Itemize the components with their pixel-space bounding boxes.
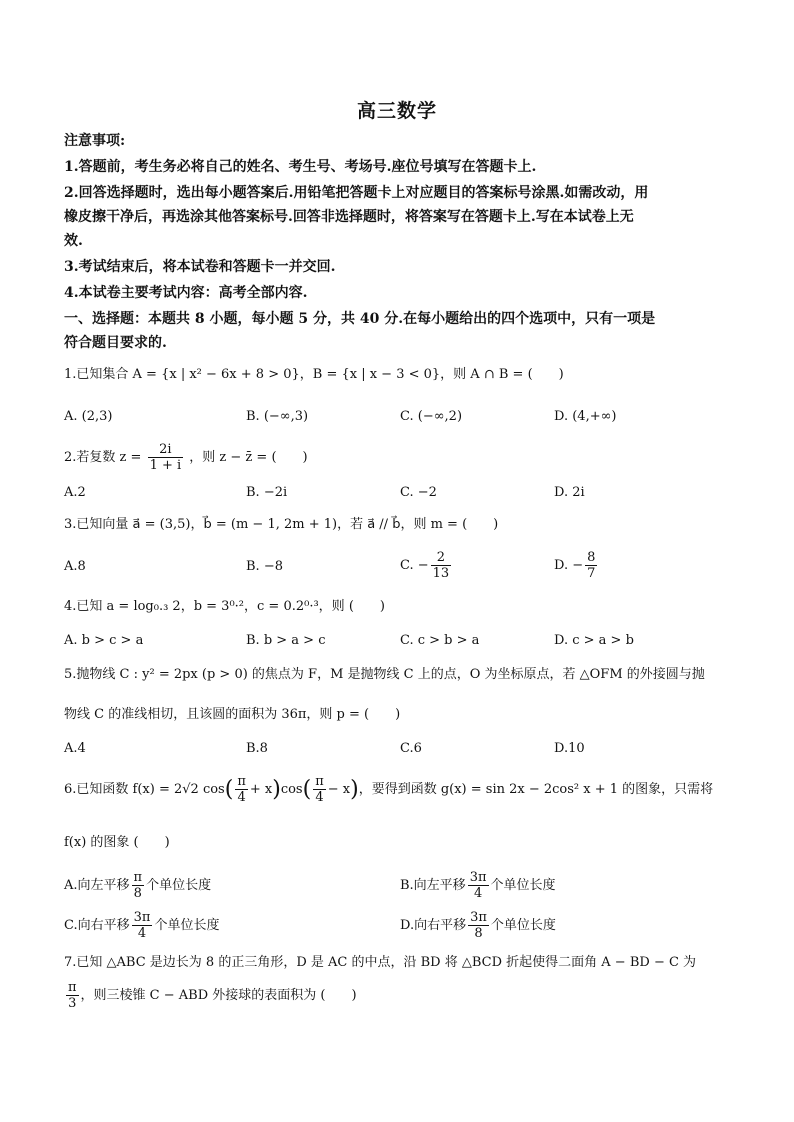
q6-paren-open-1: ( — [224, 777, 234, 802]
q2-fraction-den: 1 + i — [149, 458, 182, 473]
q4-option-c: C. c > b > a — [400, 633, 480, 648]
q1-stem: 1.已知集合 A = {x | x² − 6x + 8 > 0}，B = {x | x − 3 < 0}，则 A ∩ B = ( ) — [64, 367, 564, 382]
q6-option-a-fraction — [132, 871, 145, 900]
q6-arg-2-suffix: − x — [327, 782, 351, 797]
q6-paren-close-2: ) — [350, 777, 359, 802]
q4-stem: 4.已知 a = log₀.₃ 2，b = 3⁰·²，c = 0.2⁰·³，则 ( ) — [64, 599, 385, 614]
q6-suffix: ，要得到函数 g(x) = sin 2x − 2cos² x + 1 的图象，只需将 — [358, 782, 714, 797]
q6-option-c — [64, 906, 219, 946]
q6-option-a-suffix: 个单位长度 — [146, 878, 212, 893]
q2-suffix: ，则 z − z̄ = ( ) — [189, 450, 308, 465]
q6-line2: f(x) 的图象 ( ) — [64, 835, 170, 850]
q5-option-c: C.6 — [400, 741, 422, 756]
q1-option-d: D. (4,+∞) — [554, 409, 617, 424]
q6-fraction-2 — [313, 775, 326, 804]
q6-option-c-suffix: 个单位长度 — [154, 918, 220, 933]
q4-option-b: B. b > a > c — [246, 633, 326, 648]
q6-arg-1-suffix: + x — [249, 782, 273, 797]
q6-option-c-num: 3π — [133, 910, 151, 925]
q1-option-b: B. (−∞,3) — [246, 409, 309, 424]
q6-option-a-prefix: A.向左平移 — [64, 878, 130, 893]
q6-option-d-num: 3π — [470, 910, 487, 925]
q2-fraction — [148, 443, 184, 472]
q5-line2: 物线 C 的准线相切，且该圆的面积为 36π，则 p = ( ) — [64, 707, 401, 722]
q3-option-b: B. −8 — [246, 559, 283, 574]
q2-prefix: 2.若复数 z = — [64, 450, 142, 465]
q3-option-c-den: 13 — [432, 566, 450, 581]
q5-option-b: B.8 — [246, 741, 268, 756]
q6-fraction-1-den: 4 — [237, 790, 246, 805]
q2-stem — [64, 440, 734, 476]
q3-option-d — [554, 546, 599, 586]
q6-option-d-fraction — [468, 911, 489, 940]
section1-line1: 一、选择题：本题共 8 小题，每小题 5 分，共 40 分.在每小题给出的四个选项中，只有一项是 — [64, 311, 656, 327]
q6-option-c-prefix: C.向右平移 — [64, 918, 130, 933]
q5-option-d: D.10 — [554, 741, 585, 756]
q6-option-b-fraction — [468, 871, 489, 900]
q3-option-d-num: 8 — [587, 550, 596, 565]
q6-option-a-num: π — [133, 870, 143, 885]
q6-option-b-num: 3π — [469, 870, 487, 885]
notice-item-4: 4.本试卷主要考试内容：高考全部内容. — [64, 285, 308, 301]
q3-option-c — [400, 546, 453, 586]
q6-option-d-den: 8 — [474, 926, 483, 941]
q2-option-c: C. −2 — [400, 485, 437, 500]
notice-item-2a: 2.回答选择题时，选出每小题答案后.用铅笔把答题卡上对应题目的答案标号涂黑.如需改动，用 — [64, 185, 649, 201]
q6-fraction-1 — [235, 775, 248, 804]
q3-option-d-prefix: D. − — [554, 558, 584, 573]
q6-option-d — [400, 906, 556, 946]
q1-option-a: A. (2,3) — [64, 409, 113, 424]
q6-option-a-den: 8 — [133, 886, 142, 901]
q3-option-d-den: 7 — [587, 566, 596, 581]
q2-fraction-num: 2i — [148, 443, 184, 458]
q3-stem: 3.已知向量 a⃗ = (3,5)，b⃗ = (m − 1, 2m + 1)，若 a⃗ // b⃗，则 m = ( ) — [64, 517, 499, 532]
q6-option-b-prefix: B.向左平移 — [400, 878, 466, 893]
q2-option-d: D. 2i — [554, 485, 585, 500]
q7-line1: 7.已知 △ABC 是边长为 8 的正三角形，D 是 AC 的中点，沿 BD 将 △BCD 折起使得二面角 A − BD − C 为 — [64, 955, 697, 970]
q3-option-c-prefix: C. − — [400, 558, 429, 573]
q3-option-c-num: 2 — [431, 551, 452, 566]
q7-fraction-num: π — [68, 980, 77, 995]
notice-item-1: 1.答题前，考生务必将自己的姓名、考生号、考场号.座位号填写在答题卡上. — [64, 159, 537, 175]
q6-option-c-den: 4 — [137, 926, 147, 941]
q7-fraction-den: 3 — [68, 996, 77, 1011]
q5-option-a: A.4 — [64, 741, 86, 756]
q2-option-b: B. −2i — [246, 485, 288, 500]
q6-option-d-suffix: 个单位长度 — [490, 918, 556, 933]
q6-option-b-den: 4 — [473, 886, 483, 901]
q6-paren-close-1: ) — [272, 777, 281, 802]
q6-option-b-suffix: 个单位长度 — [490, 878, 556, 893]
q3-option-c-fraction — [431, 551, 452, 580]
notice-item-3: 3.考试结束后，将本试卷和答题卡一并交回. — [64, 259, 336, 275]
q6-option-c-fraction — [132, 911, 153, 940]
q4-option-d: D. c > a > b — [554, 633, 634, 648]
q3-option-a: A.8 — [64, 559, 86, 574]
q3-option-d-fraction — [585, 551, 597, 580]
q6-option-d-prefix: D.向右平移 — [400, 918, 467, 933]
q7-line2: ，则三棱锥 C − ABD 外接球的表面积为 ( ) — [80, 988, 357, 1003]
q6-mid: cos — [280, 782, 303, 797]
q6-paren-open-2: ( — [302, 777, 312, 802]
q4-option-a: A. b > c > a — [64, 633, 144, 648]
q6-stem — [64, 770, 734, 810]
q6-option-b — [400, 866, 556, 906]
q7-fraction — [66, 981, 79, 1010]
q7-line2-wrap — [64, 976, 734, 1016]
notice-heading: 注意事项: — [64, 133, 126, 149]
q6-fraction-2-den: 4 — [315, 790, 324, 805]
section1-line2: 符合题目要求的. — [64, 335, 167, 351]
q5-line1: 5.抛物线 C : y² = 2px (p > 0) 的焦点为 F，M 是抛物线 C 上的点，O 为坐标原点，若 △OFM 的外接圆与抛 — [64, 667, 705, 682]
q2-option-a: A.2 — [64, 485, 86, 500]
notice-item-2c: 效. — [64, 233, 83, 249]
q1-option-c: C. (−∞,2) — [400, 409, 463, 424]
q6-option-a — [64, 866, 211, 906]
q6-prefix: 6.已知函数 f(x) = 2√2 cos — [64, 782, 225, 797]
page-title: 高三数学 — [356, 100, 437, 122]
notice-item-2b: 橡皮擦干净后，再选涂其他答案标号.回答非选择题时，将答案写在答题卡上.写在本试卷上无 — [64, 209, 634, 225]
q6-fraction-1-num: π — [237, 774, 246, 789]
q6-fraction-2-num: π — [315, 774, 324, 789]
